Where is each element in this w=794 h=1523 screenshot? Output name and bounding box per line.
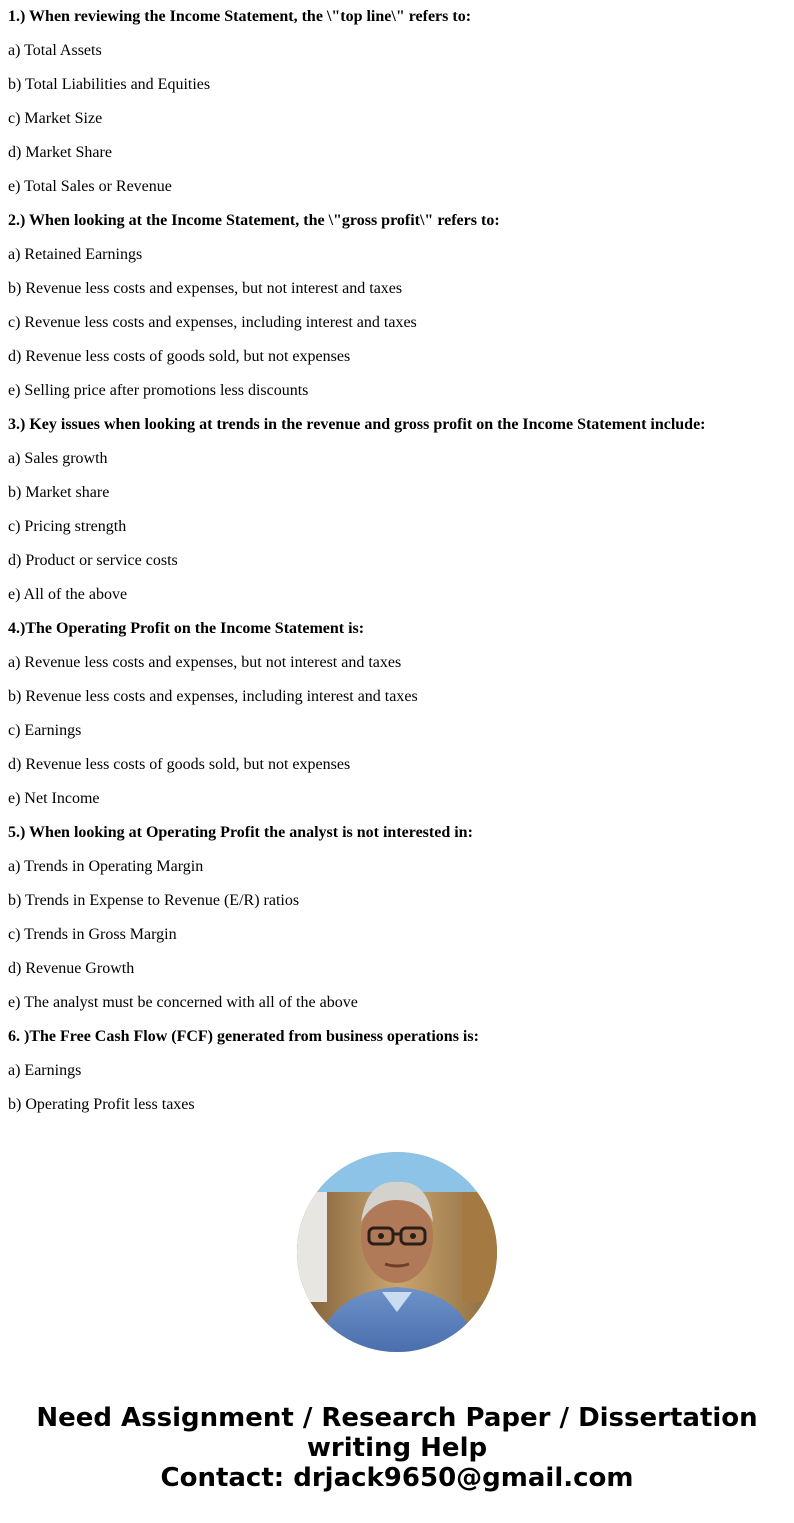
answer-option: c) Pricing strength bbox=[8, 518, 127, 535]
answer-option: e) Total Sales or Revenue bbox=[8, 178, 172, 195]
question-text: 6. )The Free Cash Flow (FCF) generated from business operations is: bbox=[8, 1028, 479, 1045]
answer-option: a) Retained Earnings bbox=[8, 246, 143, 263]
footer-subline: writing Help bbox=[306, 1433, 488, 1463]
question-text: 2.) When looking at the Income Statement, the \"gross profit\" refers to: bbox=[8, 212, 500, 229]
answer-option: a) Sales growth bbox=[8, 450, 108, 467]
answer-option: a) Total Assets bbox=[8, 42, 102, 59]
answer-option: b) Market share bbox=[8, 484, 110, 501]
answer-option: b) Total Liabilities and Equities bbox=[8, 76, 211, 93]
question-text: 1.) When reviewing the Income Statement, the \"top line\" refers to: bbox=[8, 8, 472, 25]
question-text: 5.) When looking at Operating Profit the analyst is not interested in: bbox=[8, 824, 473, 841]
answer-option: d) Market Share bbox=[8, 144, 112, 161]
answer-option: b) Trends in Expense to Revenue (E/R) ratios bbox=[8, 892, 300, 909]
answer-option: e) The analyst must be concerned with all of the above bbox=[8, 994, 358, 1011]
answer-option: c) Market Size bbox=[8, 110, 103, 127]
answer-option: d) Product or service costs bbox=[8, 552, 178, 569]
answer-option: d) Revenue less costs of goods sold, but not expenses bbox=[8, 756, 351, 773]
answer-option: c) Revenue less costs and expenses, including interest and taxes bbox=[8, 314, 417, 331]
answer-option: e) All of the above bbox=[8, 586, 128, 603]
answer-option: c) Trends in Gross Margin bbox=[8, 926, 177, 943]
question-text: 3.) Key issues when looking at trends in the revenue and gross profit on the Income Statement include: bbox=[8, 416, 706, 433]
answer-option: e) Selling price after promotions less discounts bbox=[8, 382, 309, 399]
answer-option: b) Revenue less costs and expenses, but not interest and taxes bbox=[8, 280, 403, 297]
question-text: 4.)The Operating Profit on the Income Statement is: bbox=[8, 620, 365, 637]
answer-option: e) Net Income bbox=[8, 790, 100, 807]
answer-option: a) Trends in Operating Margin bbox=[8, 858, 204, 875]
answer-option: d) Revenue Growth bbox=[8, 960, 135, 977]
answer-option: b) Revenue less costs and expenses, including interest and taxes bbox=[8, 688, 418, 705]
footer-contact: Contact: drjack9650@gmail.com bbox=[160, 1463, 634, 1493]
author-photo bbox=[297, 1152, 497, 1352]
contact-banner bbox=[0, 1403, 794, 1493]
answer-option: c) Earnings bbox=[8, 722, 82, 739]
answer-option: a) Earnings bbox=[8, 1062, 82, 1079]
answer-option: d) Revenue less costs of goods sold, but not expenses bbox=[8, 348, 351, 365]
answer-option: b) Operating Profit less taxes bbox=[8, 1096, 195, 1113]
answer-option: a) Revenue less costs and expenses, but not interest and taxes bbox=[8, 654, 402, 671]
footer-headline: Need Assignment / Research Paper / Dissertation bbox=[36, 1403, 758, 1433]
